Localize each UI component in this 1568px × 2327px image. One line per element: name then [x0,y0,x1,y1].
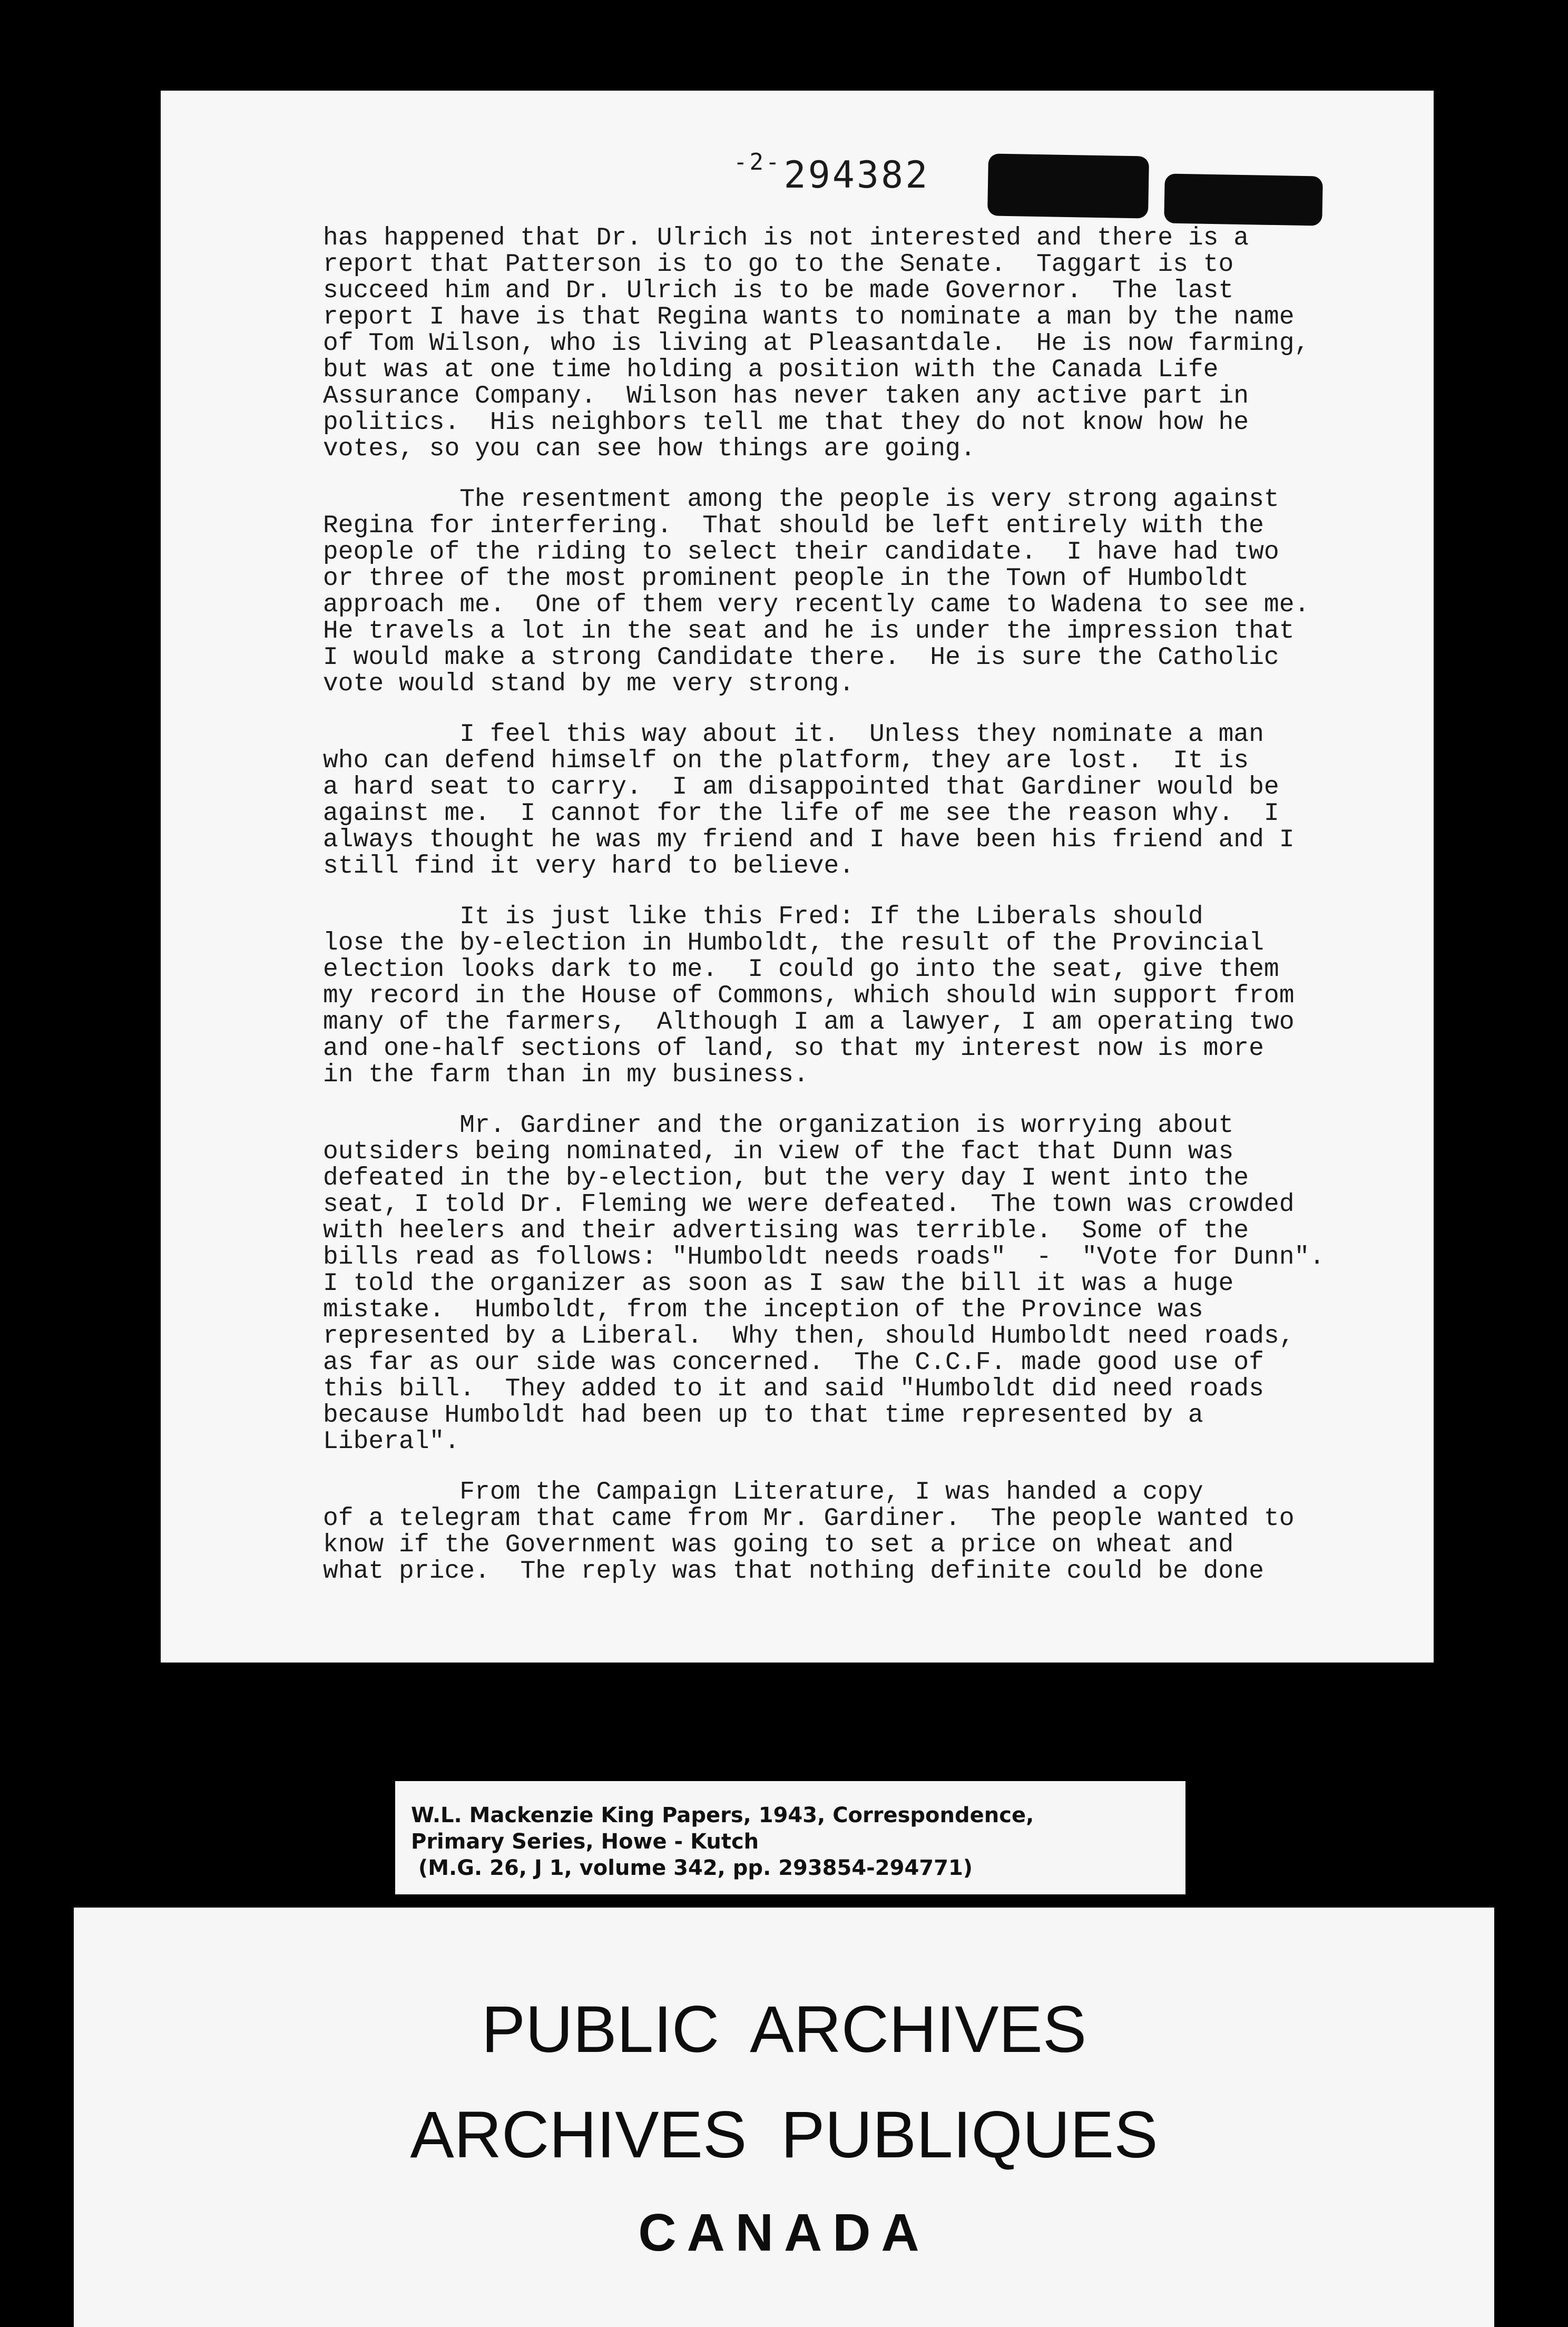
text-line: a hard seat to carry. I am disappointed that Gardiner would be [323,773,1279,801]
letter-paragraph [323,904,1403,1088]
text-line: report I have is that Regina wants to nominate a man by the name [323,303,1295,331]
text-line: outsiders being nominated, in view of the fact that Dunn was [323,1138,1234,1166]
text-line: represented by a Liberal. Why then, should Humboldt need roads, [323,1322,1295,1351]
letter-paragraph [323,1112,1403,1455]
text-line: report that Patterson is to go to the Senate. Taggart is to [323,250,1234,279]
text-line: I told the organizer as soon as I saw the bill it was a huge [323,1269,1234,1298]
text-line: still find it very hard to believe. [323,852,855,881]
text-line: succeed him and Dr. Ulrich is to be made Governor. The last [323,277,1234,305]
text-line: my record in the House of Commons, which should win support from [323,982,1295,1010]
text-line: but was at one time holding a position with the Canada Life [323,356,1219,384]
text-line: I feel this way about it. Unless they nominate a man [323,720,1264,749]
text-line: bills read as follows: "Humboldt needs roads" - "Vote for Dunn". [323,1243,1325,1272]
text-line: this bill. They added to it and said "Humboldt did need roads [323,1375,1264,1403]
text-line: and one-half sections of land, so that my interest now is more [323,1034,1264,1063]
citation-line: W.L. Mackenzie King Papers, 1943, Correspondence, [411,1803,1034,1827]
text-line: know if the Government was going to set a price on wheat and [323,1531,1234,1559]
text-line: what price. The reply was that nothing definite could be done [323,1557,1264,1586]
redaction-block [987,153,1149,218]
document-number: 294382 [783,153,930,197]
text-line: seat, I told Dr. Fleming we were defeated. The town was crowded [323,1190,1295,1219]
text-line: election looks dark to me. I could go into the seat, give them [323,955,1279,984]
text-line: as far as our side was concerned. The C.C.F. made good use of [323,1348,1264,1377]
letter-paragraph [323,1479,1403,1585]
text-line: people of the riding to select their candidate. I have had two [323,538,1279,566]
citation-line: (M.G. 26, J 1, volume 342, pp. 293854-294771) [411,1856,973,1880]
page-header [733,149,929,197]
text-line: of a telegram that came from Mr. Gardiner. The people wanted to [323,1504,1295,1533]
text-line: always thought he was my friend and I have been his friend and I [323,826,1295,854]
text-line: against me. I cannot for the life of me see the reason why. I [323,799,1279,828]
text-line: From the Campaign Literature, I was handed a copy [323,1478,1203,1507]
letter-page [161,91,1434,1663]
text-line: votes, so you can see how things are going. [323,435,976,463]
citation-label [395,1781,1185,1894]
text-line: vote would stand by me very strong. [323,670,855,698]
text-line: defeated in the by-election, but the very day I went into the [323,1164,1249,1192]
text-line: approach me. One of them very recently came to Wadena to see me. [323,591,1310,619]
letter-paragraph [323,225,1403,462]
letter-paragraph [323,486,1403,697]
text-line: in the farm than in my business. [323,1061,809,1089]
text-line: or three of the most prominent people in the Town of Humboldt [323,564,1249,593]
text-line: The resentment among the people is very strong against [323,485,1279,514]
text-line: Regina for interfering. That should be left entirely with the [323,512,1264,540]
text-line: I would make a strong Candidate there. He is sure the Catholic [323,643,1279,672]
archive-label-panel [74,1908,1494,2327]
text-line: politics. His neighbors tell me that they do not know how he [323,408,1249,437]
text-line: Liberal". [323,1428,460,1456]
text-line: It is just like this Fred: If the Liberals should [323,903,1203,931]
text-line: many of the farmers, Although I am a lawyer, I am operating two [323,1008,1295,1037]
text-line: with heelers and their advertising was terrible. Some of the [323,1217,1249,1245]
letter-paragraph [323,721,1403,879]
text-line: Assurance Company. Wilson has never taken any active part in [323,382,1249,410]
text-line: because Humboldt had been up to that time represented by a [323,1401,1203,1430]
redaction-block [1164,173,1323,226]
page-number: -2- [733,149,782,175]
text-line: has happened that Dr. Ulrich is not interested and there is a [323,224,1249,252]
citation-line: Primary Series, Howe - Kutch [411,1830,759,1854]
text-line: Mr. Gardiner and the organization is worrying about [323,1111,1234,1140]
text-line: of Tom Wilson, who is living at Pleasantdale. He is now farming, [323,329,1310,358]
archive-country: CANADA [638,2203,930,2262]
archive-title-english: PUBLIC ARCHIVES [481,1993,1087,2066]
archive-title-french: ARCHIVES PUBLIQUES [410,2098,1158,2172]
text-line: who can defend himself on the platform, they are lost. It is [323,747,1249,775]
text-line: lose the by-election in Humboldt, the result of the Provincial [323,929,1264,957]
letter-body [323,225,1403,1609]
text-line: He travels a lot in the seat and he is under the impression that [323,617,1295,646]
text-line: mistake. Humboldt, from the inception of the Province was [323,1296,1203,1324]
